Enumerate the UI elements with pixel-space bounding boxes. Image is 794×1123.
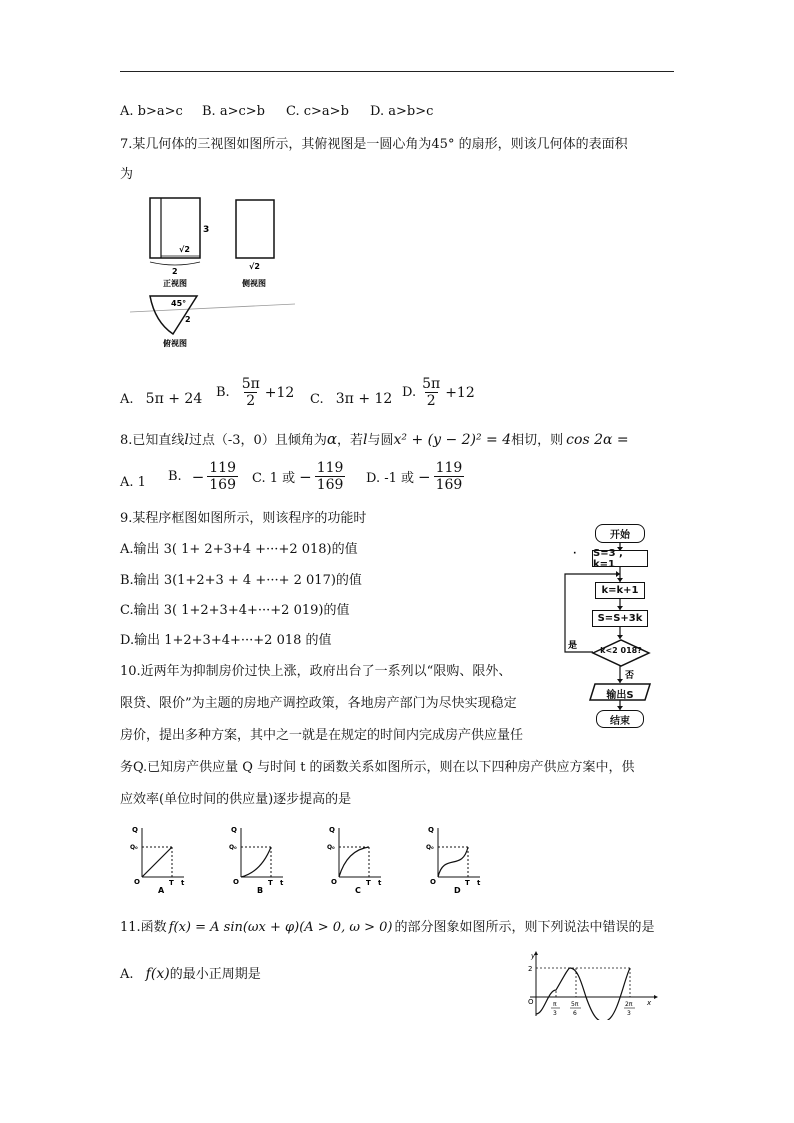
q7-option-d-tail: +12 <box>445 384 475 401</box>
svg-text:O: O <box>528 998 534 1006</box>
q7-option-a-prefix: A. <box>120 392 134 407</box>
svg-text:t: t <box>378 879 382 887</box>
svg-text:Q₀: Q₀ <box>426 844 434 851</box>
q8-stem-d: 与圆 <box>367 433 394 448</box>
q11-option-a-func: f(x) <box>145 966 170 982</box>
q7-option-d-prefix: D. <box>402 385 417 401</box>
q8-stem-c: ，若 <box>336 433 363 448</box>
q9-option-c: C.输出 3( 1+2+3+4+···+2 019)的值 <box>120 603 350 618</box>
q10-graph-d-caption: D <box>454 886 461 894</box>
svg-text:·: · <box>573 549 577 559</box>
q8-option-b-sign: − <box>191 467 205 486</box>
svg-text:y: y <box>531 952 536 960</box>
q8-stem-l1: l <box>184 432 189 448</box>
front-view-outline <box>150 198 200 258</box>
q9-option-b: B.输出 3(1+2+3 + 4 +···+ 2 017)的值 <box>120 573 362 588</box>
flowchart-step1: k=k+1 <box>595 582 645 599</box>
svg-text:O: O <box>233 878 239 886</box>
q10-line3: 房价，提出多种方案，其中之一就是在规定的时间内完成房产供应量任 <box>120 728 524 743</box>
q10-graph-a-caption: A <box>158 886 165 894</box>
q11-stem-func: f(x) = A sin(ωx + φ)(A > 0, ω > 0) <box>168 920 393 935</box>
svg-text:Q₀: Q₀ <box>327 844 335 851</box>
q10-line5: 应效率(单位时间的供应量)逐步提高的是 <box>120 792 352 807</box>
q8-option-c-num: 119 <box>316 460 344 476</box>
top-view-radius-label: 2 <box>185 315 191 324</box>
header-rule <box>120 71 674 72</box>
flowchart-condition: k<2 018? <box>600 646 642 655</box>
q10-graph-b-caption: B <box>257 886 264 894</box>
q10-graph-c-caption: C <box>355 886 361 894</box>
q11-option-a <box>120 967 261 981</box>
svg-text:3: 3 <box>627 1010 631 1017</box>
svg-text:t: t <box>477 879 481 887</box>
svg-text:O: O <box>134 878 140 886</box>
q11-stem-suffix: 的部分图象如图所示，则下列说法中错误的是 <box>394 920 655 935</box>
q8-stem-cos: cos 2α = <box>566 432 629 448</box>
svg-text:t: t <box>280 879 284 887</box>
flowchart-output: 输出S <box>606 690 634 701</box>
side-view-outline <box>236 200 274 258</box>
q9-option-a: A.输出 3( 1+ 2+3+4 +···+2 018)的值 <box>120 542 358 557</box>
q10-line1: 10.近两年为抑制房价过快上涨，政府出台了一系列以“限购、限外、 <box>120 664 512 679</box>
q10-graph-a <box>128 822 188 894</box>
q7-option-b-prefix: B. <box>216 385 230 401</box>
front-view-width-label: 2 <box>172 267 178 276</box>
svg-text:3: 3 <box>553 1010 557 1017</box>
svg-text:5π: 5π <box>571 1001 579 1008</box>
q6-option-a: A. b>a>c <box>120 104 183 119</box>
svg-text:O: O <box>331 878 337 886</box>
svg-text:Q₀: Q₀ <box>229 844 237 851</box>
q11-stem <box>120 921 654 934</box>
svg-text:Q: Q <box>132 826 138 834</box>
svg-text:T: T <box>169 879 174 887</box>
flowchart-step2: S=S+3k <box>592 610 648 627</box>
top-view-angle-label: 45° <box>171 299 187 308</box>
q8-stem-l2: l <box>362 432 368 448</box>
flowchart-end: 结束 <box>596 710 644 728</box>
svg-text:t: t <box>181 879 185 887</box>
q8-stem <box>120 432 629 447</box>
q7-option-c-prefix: C. <box>310 392 324 407</box>
svg-text:T: T <box>268 879 273 887</box>
q9-stem: 9.某程序框图如图所示，则该程序的功能时 <box>120 511 367 526</box>
q8-option-b-prefix: B. <box>168 469 182 485</box>
svg-text:6: 6 <box>573 1010 577 1017</box>
q7-option-b-tail: +12 <box>264 384 295 401</box>
q10-line4: 务Q.已知房产供应量 Q 与时间 t 的函数关系如图所示，则在以下四种房产供应方案中，供 <box>120 760 635 775</box>
front-view-height-label: 3 <box>203 225 210 235</box>
q8-option-b-num: 119 <box>209 460 236 476</box>
q7-option-b-num: 5π <box>241 376 260 392</box>
side-view-caption: 侧视图 <box>242 279 266 288</box>
q8-option-b-den: 169 <box>209 476 236 493</box>
flowchart-start: 开始 <box>595 524 645 543</box>
q11-sine-graph <box>520 950 660 1020</box>
q8-option-d-den: 169 <box>435 476 463 493</box>
svg-text:Q: Q <box>428 826 434 834</box>
q9-option-d: D.输出 1+2+3+4+···+2 018 的值 <box>120 633 332 648</box>
q8-option-c-sign: − <box>299 467 312 486</box>
svg-text:Q: Q <box>329 826 335 834</box>
q8-stem-b: 过点（-3，0）且倾角为 <box>188 433 327 448</box>
svg-text:π: π <box>553 1001 557 1008</box>
q10-line2: 限贷、限价”为主题的房地产调控政策，各地房产部门为尽快实现稳定 <box>120 696 517 711</box>
q7-option-c-value: 3π + 12 <box>335 391 393 407</box>
q11-option-a-prefix: A. <box>120 967 134 982</box>
flowchart-yes-label: 是 <box>568 641 578 651</box>
svg-text:Q₀: Q₀ <box>130 844 138 851</box>
front-view-sqrt2-label: √2 <box>179 245 190 254</box>
q6-option-b: B. a>c>b <box>202 104 265 119</box>
svg-text:T: T <box>366 879 371 887</box>
q8-stem-e: 相切，则 <box>511 433 564 448</box>
svg-text:T: T <box>465 879 470 887</box>
front-view-caption: 正视图 <box>163 279 187 288</box>
q6-option-c: C. c>a>b <box>286 104 349 119</box>
q8-option-c-prefix: C. 1 或 <box>252 471 296 487</box>
side-view-sqrt2-label: √2 <box>249 262 260 271</box>
q8-option-a: A. 1 <box>120 475 146 490</box>
top-view-caption: 俯视图 <box>163 339 187 348</box>
q7-option-d-den: 2 <box>426 392 436 409</box>
q8-option-d-prefix: D. -1 或 <box>366 471 415 487</box>
svg-text:2π: 2π <box>625 1001 633 1008</box>
q8-option-d-num: 119 <box>435 460 463 476</box>
q7-option-d-num: 5π <box>422 376 441 392</box>
q11-option-a-text: 的最小正周期是 <box>169 967 261 982</box>
q8-stem-a: 8.已知直线 <box>120 433 185 448</box>
q7-three-view-figure <box>125 190 305 350</box>
q10-graph-d <box>424 822 484 894</box>
q10-graph-b <box>227 822 287 894</box>
q7-stem: 7.某几何体的三视图如图所示，其俯视图是一圆心角为45° 的扇形，则该几何体的表面积 <box>120 137 628 152</box>
q7-option-a-value: 5π + 24 <box>145 391 203 407</box>
q8-option-c-den: 169 <box>316 476 344 493</box>
flowchart-init: S=3 , k=1 <box>592 550 648 567</box>
svg-text:x: x <box>647 999 652 1007</box>
svg-text:Q: Q <box>231 826 237 834</box>
q8-stem-circle: x² + (y − 2)² = 4 <box>393 432 512 448</box>
q6-option-d: D. a>b>c <box>370 104 434 119</box>
q7-stem-line2: 为 <box>120 167 134 182</box>
flowchart-no-label: 否 <box>625 671 635 681</box>
q10-graph-c <box>325 822 385 894</box>
q8-option-d-sign: − <box>418 467 431 486</box>
svg-text:2: 2 <box>528 965 533 973</box>
q11-stem-prefix: 11.函数 <box>120 920 167 935</box>
q7-option-b-den: 2 <box>246 392 256 409</box>
q8-stem-alpha: α <box>326 430 337 448</box>
svg-text:O: O <box>430 878 436 886</box>
